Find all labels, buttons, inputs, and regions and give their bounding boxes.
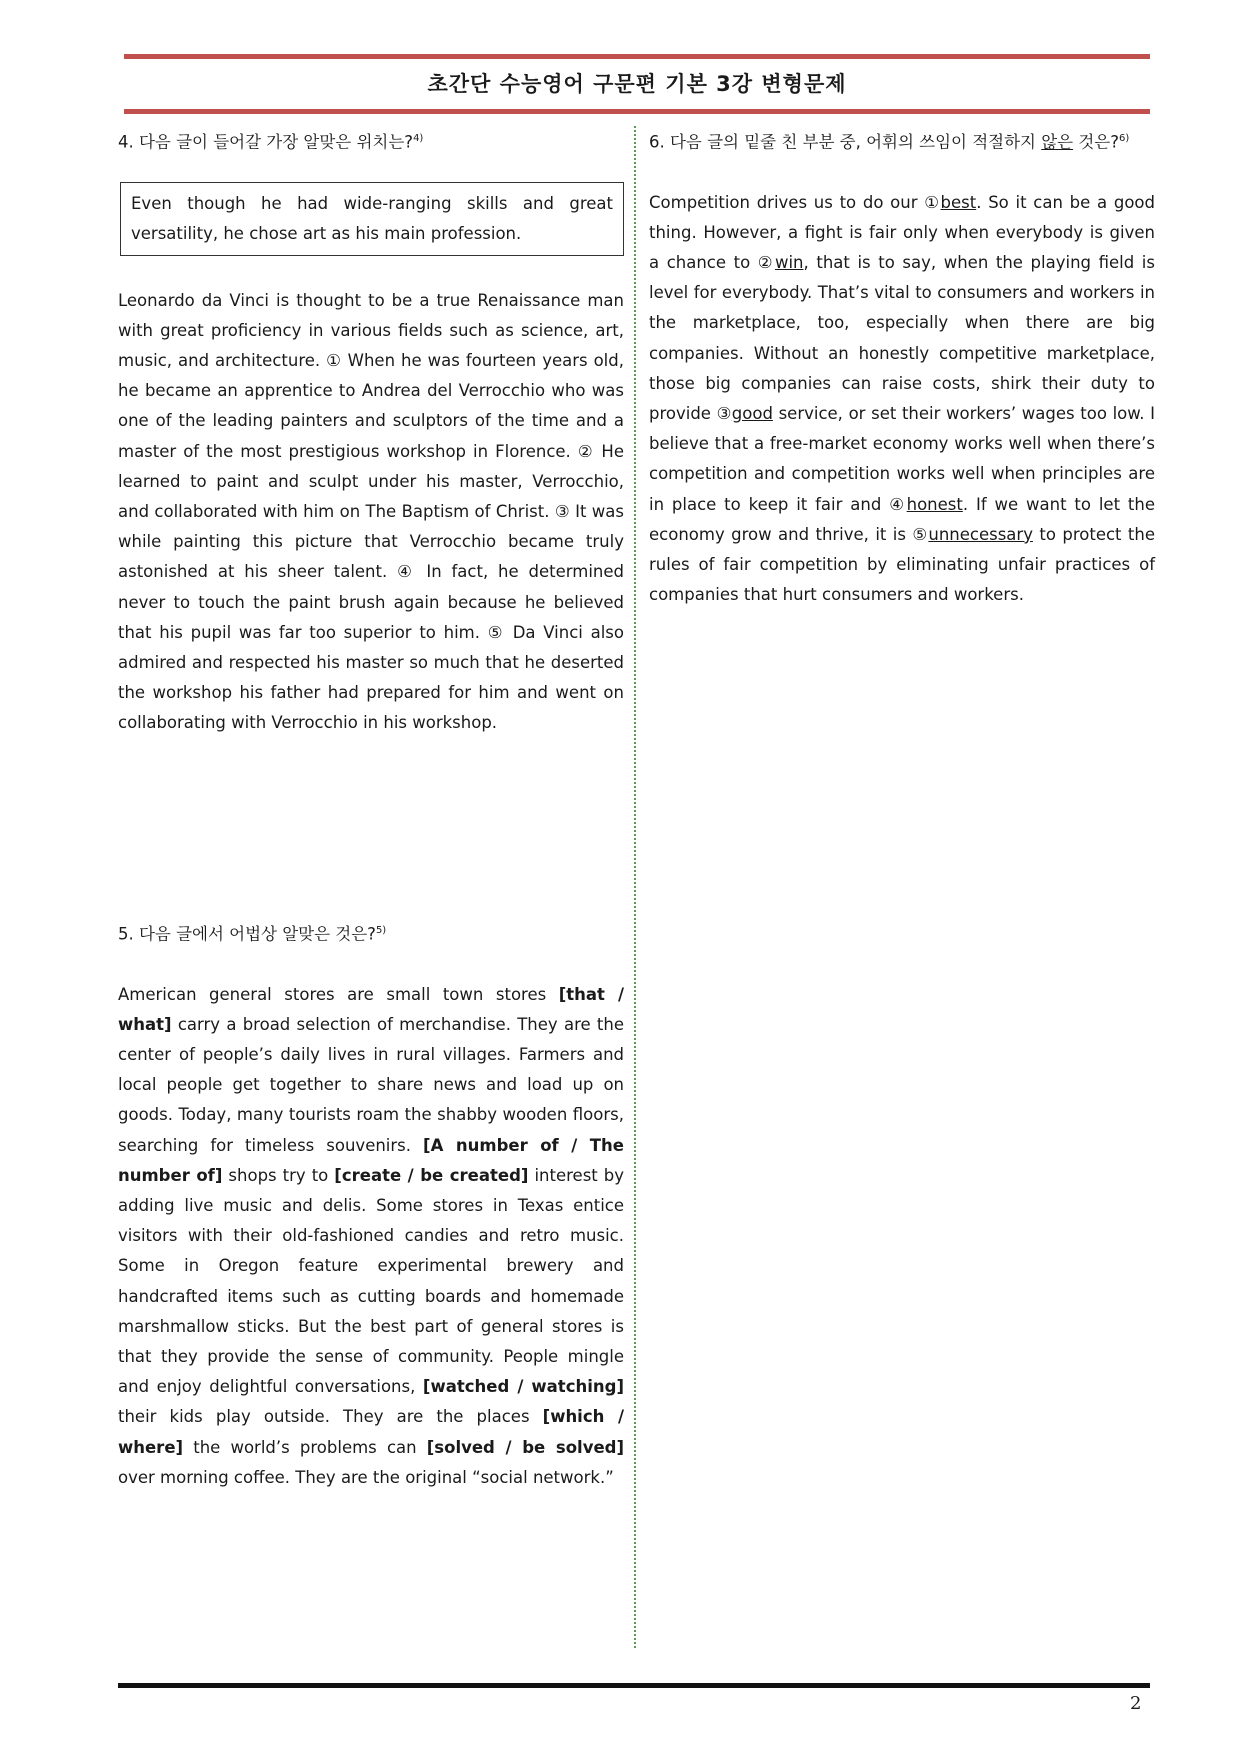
footer-rule — [118, 1683, 1150, 1688]
column-divider — [634, 126, 636, 1648]
q6-underline-1: best — [940, 192, 977, 212]
page-number: 2 — [1130, 1693, 1142, 1714]
q6-underline-4: honest — [906, 494, 963, 514]
header-bottom-rule — [124, 109, 1150, 114]
q4-title: 4. 다음 글이 들어갈 가장 알맞은 위치는?$^{4)}$ — [118, 132, 424, 152]
header-top-rule — [124, 54, 1150, 59]
q6-underline-5: unnecessary — [928, 524, 1033, 544]
q4-insert-sentence-box: Even though he had wide-ranging skills and great versatility, he chose art as his main profession. — [120, 182, 624, 256]
q6-underline-3: good — [731, 403, 773, 423]
q5-footnote: 5) — [375, 925, 387, 936]
q6-underline-2: win — [774, 252, 804, 272]
q4-footnote: 4) — [413, 133, 424, 144]
q5-choice-6: [solved / be solved] — [426, 1437, 624, 1457]
q5-choice-4: [watched / watching] — [422, 1377, 624, 1397]
q5-choice-5: [which / where] — [118, 1407, 624, 1457]
q6-passage: Competition drives us to do our ①best. So it can be a good thing. However, a fight is fair only when everybody is given a chance to ②win, that is to say, when the playing field is level for everybody. That’s vital to consumers and workers in the marketplace, too, especially when there are big companies. Without an honestly competitive marketplace, those big companies can raise costs, shirk their duty to provide ③good service, or set their workers’ wages too low. I believe that a free-market economy works well when there’s competition and competition works well when principles are in place to keep it fair and ④honest. If we want to let the economy grow and thrive, it is ⑤unnecessary to protect the rules of fair competition by eliminating unfair practices of companies that hurt consumers and workers. — [649, 192, 1155, 605]
q5-passage: American general stores are small town stores [that / what] carry a broad selection of merchandise. They are the center of people’s daily lives in rural villages. Farmers and local people get together to share news and load up on goods. Today, many tourists roam the shabby wooden floors, searching for timeless souvenirs. [A number of / The number of] shops try to [create / be created] interest by adding live music and delis. Some stores in Texas entice visitors with their old-fashioned candies and retro music. Some in Oregon feature experimental brewery and handcrafted items such as cutting boards and homemade marshmallow sticks. But the best part of general stores is that they provide the sense of community. People mingle and enjoy delightful conversations, [watched / watching] their kids play outside. They are the places [which / where] the world’s problems can [solved / be solved] over morning coffee. They are the original “social network.” — [118, 984, 625, 1487]
question-4 — [118, 124, 624, 739]
q6-title: 6. 다음 글의 밑줄 친 부분 중, 어휘의 쓰임이 적절하지 않은 것은?$^{6)}$ — [649, 132, 1130, 152]
page-title: 초간단 수능영어 구문편 기본 3강 변형문제 — [427, 72, 847, 96]
q5-title: 5. 다음 글에서 어법상 알맞은 것은?$^{5)}$ — [118, 924, 387, 944]
q5-choice-3: [create / be created] — [334, 1165, 529, 1185]
q5-choice-1: [that / what] — [118, 984, 625, 1034]
q5-choice-2: [A number of / The number of] — [118, 1135, 624, 1185]
question-5 — [118, 916, 624, 1493]
question-6 — [649, 124, 1155, 610]
q4-passage: Leonardo da Vinci is thought to be a true Renaissance man with great proficiency in various fields such as science, art, music, and architecture. ① When he was fourteen years old, he became an apprentice to Andrea del Verrocchio who was one of the leading painters and sculptors of the time and a master of the most prestigious workshop in Florence. ② He learned to paint and sculpt under his master, Verrocchio, and collaborated with him on The Baptism of Christ. ③ It was while painting this picture that Verrocchio became truly astonished at his sheer talent. ④ In fact, he determined never to touch the paint brush again because he believed that his pupil was far too superior to him. ⑤ Da Vinci also admired and respected his master so much that he deserted the workshop his father had prepared for him and went on collaborating with Verrocchio in his workshop. — [118, 290, 624, 733]
q6-footnote: 6) — [1119, 133, 1130, 144]
